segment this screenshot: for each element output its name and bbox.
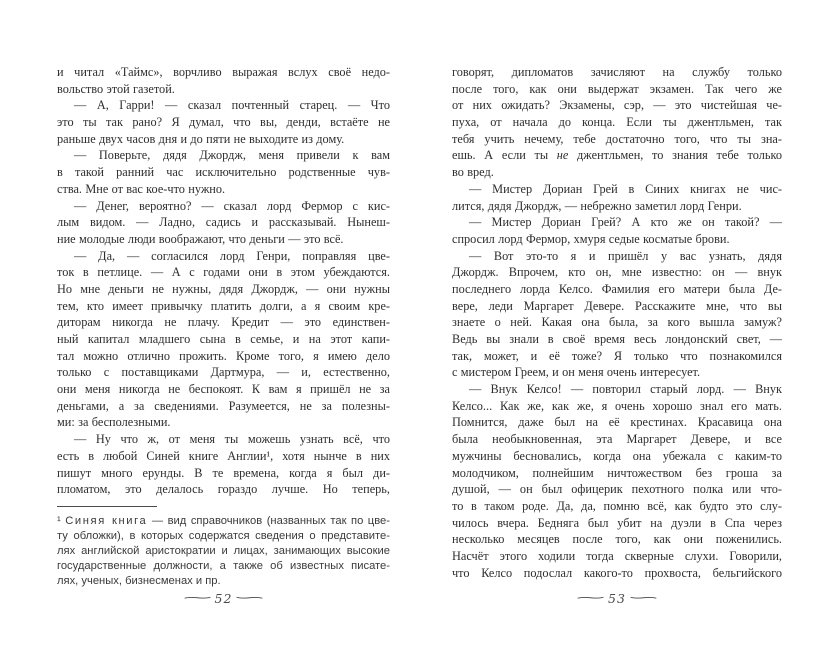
text-line: они меня никогда не беспокоят. К вам я пришёл не за	[57, 382, 390, 397]
text-line: — А, Гарри! — сказал почтенный старец. — Что	[74, 98, 390, 113]
text-line: чилось вчера. Бедняга был убит на дуэли в Спа через	[452, 515, 782, 530]
text-line: — Мистер Дориан Грей? А кто же он такой? —	[469, 215, 782, 230]
text-line: так, может, и её тоже? Я только что познакомился	[452, 348, 782, 363]
text-line: и читал «Таймс», ворчливо выражая вслух своё недо-	[57, 65, 390, 79]
flourish-right-icon: ⁓	[629, 591, 658, 604]
text-line: с мистером Греем, и он меня очень интересует.	[452, 365, 701, 380]
text-line: ства. Мне от вас кое-что нужно.	[57, 181, 226, 196]
text-line: ток в петлице. — А с годами они в этом убеждаются.	[57, 265, 390, 280]
page-number-right	[452, 591, 782, 606]
text-line: ный капитал младшего сына в семье, и на этот капи-	[57, 332, 390, 346]
page-right	[452, 64, 782, 606]
text-line: — Мистер Дориан Грей в Синих книгах не чис-	[469, 181, 782, 196]
text-line: ешь. А если ты не джентльмен, то знания тебе только	[452, 148, 782, 163]
text-line: деньгами, а за сведениями. Разумеется, не за полезны-	[57, 398, 390, 413]
text-line: Ведь вы знали в своё время весь лондонский свет, —	[452, 332, 782, 346]
footnote-line: лях английской аристократии и лицах, занимающих высокие	[57, 544, 390, 557]
page-number-left	[57, 591, 390, 606]
text-line: это ты так рано? Я думал, что вы, денди, встаёте не	[57, 115, 390, 130]
text-line: знаете о ней. Какая она была, за кого вышла замуж?	[452, 315, 782, 330]
text-line: мужчины бесновались, когда она убежала с каким-то	[452, 448, 782, 463]
text-line: ми: за бесполезными.	[57, 415, 171, 430]
footnote-line: лях, ученых, бизнесменах и пр.	[57, 574, 221, 587]
page-number-label: 52	[214, 591, 233, 606]
text-line: говорят, дипломатов зачисляют на службу только	[452, 65, 782, 79]
text-line: диторам никогда не плачу. Кредит — это единствен-	[57, 315, 390, 330]
flourish-left-icon: ⁓	[576, 591, 605, 604]
text-line: во вред.	[452, 165, 494, 180]
footnote-line: ту обложки), в которых содержатся сведения о представите-	[57, 529, 390, 542]
footnote-line: ¹ Синяя книга — вид справочников (названных так по цве-	[57, 514, 390, 527]
text-line: Келсо... Как же, как же, я очень хорошо знал его мать.	[452, 398, 782, 413]
text-line: Джордж. Впрочем, кто он, мне известно: он — внук	[452, 265, 782, 280]
text-line: раньше двух часов дня и до пяти не выходите из дому.	[57, 131, 345, 146]
page-text	[452, 64, 782, 581]
text-line: тал можно отлично прожить. Кроме того, я имею дело	[57, 348, 390, 363]
text-line: Насчёт этого ходили тогда скверные слухи. Говорили,	[452, 548, 782, 563]
flourish-right-icon: ⁓	[235, 591, 265, 604]
text-line: — Денег, вероятно? — сказал лорд Фермор с кис-	[74, 198, 390, 213]
text-line: есть в любой Синей книге Англии¹, хотя нынче в них	[57, 448, 390, 463]
footnote-line: государственные должности, а также об известных писате-	[57, 559, 390, 572]
flourish-left-icon: ⁓	[182, 591, 212, 604]
text-line: тем, кто имеет привычку платить долги, а я своим кре-	[57, 298, 390, 313]
text-line: душой, — он был офицерик пехотного полка или что-	[452, 482, 782, 497]
text-line: после того, как они выдержат экзамен. Так чего же	[452, 81, 782, 96]
text-line: в такой ранний час исключительно родственные чув-	[57, 165, 390, 180]
text-line: от них ожидать? Экзамены, сэр, — это чистейшая че-	[452, 98, 782, 113]
text-line: спросил лорд Фермор, хмуря седые косматые брови.	[452, 231, 730, 246]
text-line: пломатом, это делалось гораздо лучше. Но теперь,	[57, 482, 390, 497]
text-line: — Поверьте, дядя Джордж, меня привели к вам	[74, 148, 390, 163]
text-line: Но мне деньги не нужны, дядя Джордж, — они нужны	[57, 281, 390, 296]
text-line: — Ну что ж, от меня ты можешь узнать всё, что	[74, 432, 390, 447]
text-line: вольство этой газетой.	[57, 81, 175, 96]
text-line: была необыкновенная, эта Маргарет Девере, и все	[452, 432, 782, 447]
text-line: лится, дядя Джордж, — небрежно заметил лорд Генри.	[452, 198, 742, 213]
text-line: — Да, — согласился лорд Генри, поправляя цве-	[74, 248, 390, 263]
page-left	[57, 64, 390, 606]
text-line: что Келсо подослал какого-то прохвоста, бельгийского	[452, 565, 782, 580]
footnote	[57, 514, 390, 589]
text-line: лым видом. — Ладно, садись и рассказывай. Нынеш-	[57, 215, 390, 230]
text-line: — Вот это-то я и пришёл у вас узнать, дядя	[469, 248, 782, 263]
footnote-separator	[57, 506, 157, 507]
text-line: Помнится, даже был на её крестинах. Красавица она	[452, 415, 782, 430]
text-line: — Внук Келсо! — повторил старый лорд. — Внук	[469, 382, 782, 397]
text-line: последнего лорда Келсо. Фамилия его матери была Де-	[452, 281, 782, 296]
text-line: пишут много ерунды. В те времена, когда я был ди-	[57, 465, 390, 480]
page-number-label: 53	[608, 591, 626, 606]
text-line: тебя учить нечему, тебе достаточно того, что ты зна-	[452, 131, 782, 146]
text-line: несколько месяцев после того, как они поженились.	[452, 532, 782, 547]
text-line: только с поставщиками Дартмура, — и, естественно,	[57, 365, 390, 380]
text-line: то в таком роде. Да, да, помню всё, как будто это слу-	[452, 498, 782, 513]
text-line: пуха, от начала до конца. Если ты джентльмен, так	[452, 115, 782, 130]
text-line: вере, леди Маргарет Девере. Расскажите мне, что вы	[452, 298, 782, 313]
page-text	[57, 64, 390, 498]
text-line: ние молодые люди воображают, что деньги — это всё.	[57, 231, 344, 246]
text-line: молодчиком, полнейшим ничтожеством без гроша за	[452, 465, 782, 480]
